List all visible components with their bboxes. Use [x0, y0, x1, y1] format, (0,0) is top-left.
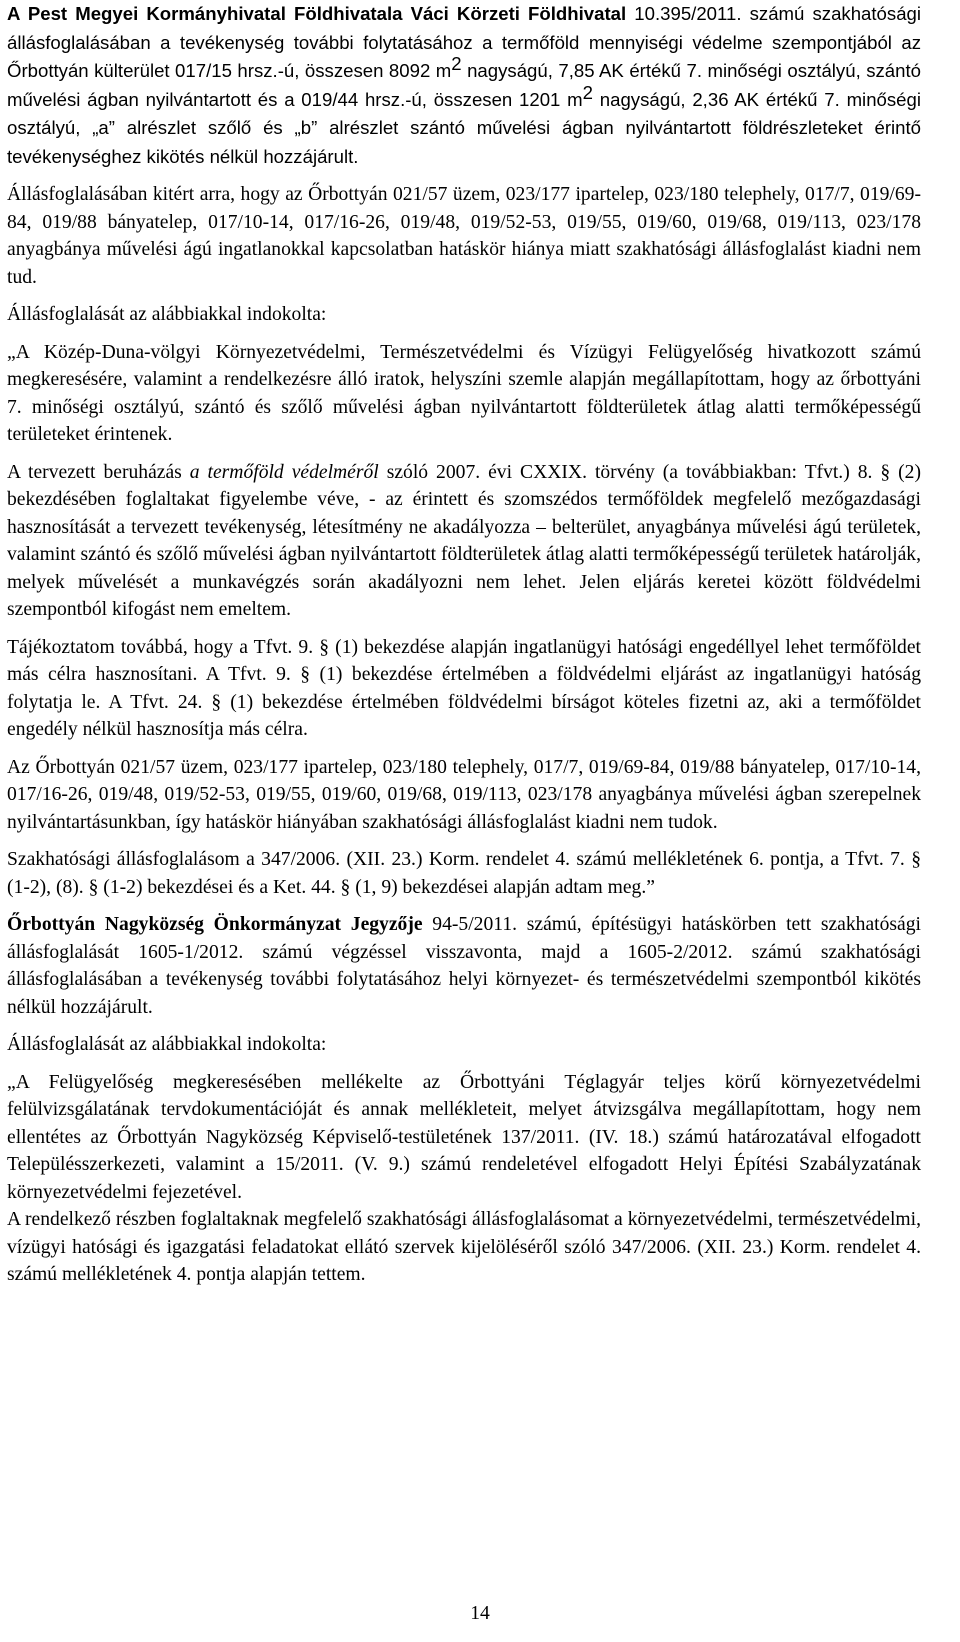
document-page — [7, 0, 921, 1299]
paragraph-10: Állásfoglalását az alábbiakkal indokolta: — [7, 1034, 327, 1055]
paragraph-3: Állásfoglalását az alábbiakkal indokolta: — [7, 304, 327, 325]
paragraph-2: Állásfoglalásában kitért arra, hogy az Őrbottyán 021/57 üzem, 023/177 ipartelep, 023/180 telephely, 017/7, 019/69-84, 019/88 bányatelep, 017/10-14, 017/16-26, 019/48, 019/52-53, 019/55, 019/60, 019/68, 019/113, 023/178 anyagbánya művelési ágú ingatlanokkal kapcsolatban hatáskör hiánya miatt szakhatósági állásfoglalást kiadni nem tud. — [7, 184, 921, 288]
paragraph-8: Szakhatósági állásfoglalásom a 347/2006. (XII. 23.) Korm. rendelet 4. számú mellékletének 6. pontja, a Tfvt. 7. § (1-2), (8). § (1-2) bekezdései és a Ket. 44. § (1, 9) bekezdései alapján adtam meg.” — [7, 849, 921, 898]
paragraph-5: A tervezett beruházás a termőföld védelméről szóló 2007. évi CXXIX. törvény (a továbbiakban: Tfvt.) 8. § (2) bekezdésében foglaltakat figyelembe véve, - az érintett és szomszédos termőföldek megfelelő mezőgazdasági hasznosítását a tervezett tevékenység, létesítmény ne akadályozza – belterület, anyagbánya művelési ágú területek, valamint szántó és szőlő művelési ágban nyilvántartott földterületek átlag alatti termőképességű területek határolják, melyek művelését a munkavégzés során akadályozni nem lehet. Jelen eljárás keretei között földvédelmi szempontból kifogást nem emeltem. — [7, 461, 921, 620]
paragraph-1: A Pest Megyei Kormányhivatal Földhivatala Váci Körzeti Földhivatal 10.395/2011. számú szakhatósági állásfoglalásában a tevékenység további folytatásához a termőföld mennyiségi védelme szempontjából az Őrbottyán külterület 017/15 hrsz.-ú, összesen 8092 $m^2$ nagyságú, 7,85 AK értékű 7. minőségi osztályú, szántó művelési ágban nyilvántartott és a 019/44 hrsz.-ú, összesen 1201 $m^2$ nagyságú, 2,36 AK értékű 7. minőségi osztályú, „a” alrészlet szőlő és „b” alrészlet szántó művelési ágban nyilvántartott földrészleteket érintő tevékenységhez kikötés nélkül hozzájárult. — [7, 3, 922, 167]
paragraph-4: „A Közép-Duna-völgyi Környezetvédelmi, Természetvédelmi és Vízügyi Felügyelőség hivatkozott számú megkeresésére, valamint a rendelkezésre álló iratok, helyszíni szemle alapján megállapítottam, hogy az őrbottyáni 7. minőségi osztályú, szántó és szőlő művelési ágban nyilvántartott földterületek átlag alatti termőképességű területeket érintenek. — [7, 341, 921, 445]
paragraph-9: Őrbottyán Nagyközség Önkormányzat Jegyzője 94-5/2011. számú, építésügyi hatáskörben tett szakhatósági állásfoglalását 1605-1/2012. számú végzéssel visszavonta, majd a 1605-2/2012. számú szakhatósági állásfoglalásában a tevékenység további folytatásához helyi környezet- és természetvédelmi szempontból kikötés nélkül hozzájárult. — [7, 914, 921, 1018]
paragraph-6: Tájékoztatom továbbá, hogy a Tfvt. 9. § (1) bekezdése alapján ingatlanügyi hatósági engedéllyel lehet termőföldet más célra hasznosítani. A Tfvt. 9. § (1) bekezdése értelmében a földvédelmi eljárást az ingatlanügyi hatóság folytatja le. A Tfvt. 24. § (1) bekezdése értelmében földvédelmi bírságot köteles fizetni az, aki a termőföldet engedély nélkül hasznosítja más célra. — [7, 636, 921, 740]
paragraph-7: Az Őrbottyán 021/57 üzem, 023/177 ipartelep, 023/180 telephely, 017/7, 019/69-84, 019/88 bányatelep, 017/10-14, 017/16-26, 019/48, 019/52-53, 019/55, 019/60, 019/68, 019/113, 023/178 anyagbánya művelési ágban szerepelnek nyilvántartásunkban, így hatáskör hiányában szakhatósági állásfoglalást kiadni nem tudok. — [7, 756, 921, 833]
authority-name: A Pest Megyei Kormányhivatal Földhivatala Váci Körzeti Földhivatal — [7, 3, 627, 24]
paragraph-11: „A Felügyelőség megkeresésében mellékelte az Őrbottyáni Téglagyár teljes körű környezetvédelmi felülvizsgálatának tervdokumentációját és annak mellékleteit, melyet átvizsgálva megállapítottam, hogy nem ellentétes az Őrbottyán Nagyközség Képviselő-testületének 137/2011. (IV. 18.) számú határozatával elfogadott Településszerkezeti, valamint a 15/2011. (V. 9.) számú rendeletével elfogadott Helyi Építési Szabályzatának környezetvédelmi fejezetével. — [7, 1071, 921, 1203]
law-title: a termőföld védelméről — [189, 461, 379, 483]
paragraph-12: A rendelkező részben foglaltaknak megfelelő szakhatósági állásfoglalásomat a környezetvédelmi, természetvédelmi, vízügyi hatósági és igazgatási feladatokat ellátó szervek kijelöléséről szóló 347/2006. (XII. 23.) Korm. rendelet 4. számú mellékletének 4. pontja alapján tettem. — [7, 1209, 921, 1285]
authority-name-2: Őrbottyán Nagyközség Önkormányzat Jegyzője — [7, 914, 423, 935]
page-number: 14 — [470, 1603, 490, 1624]
